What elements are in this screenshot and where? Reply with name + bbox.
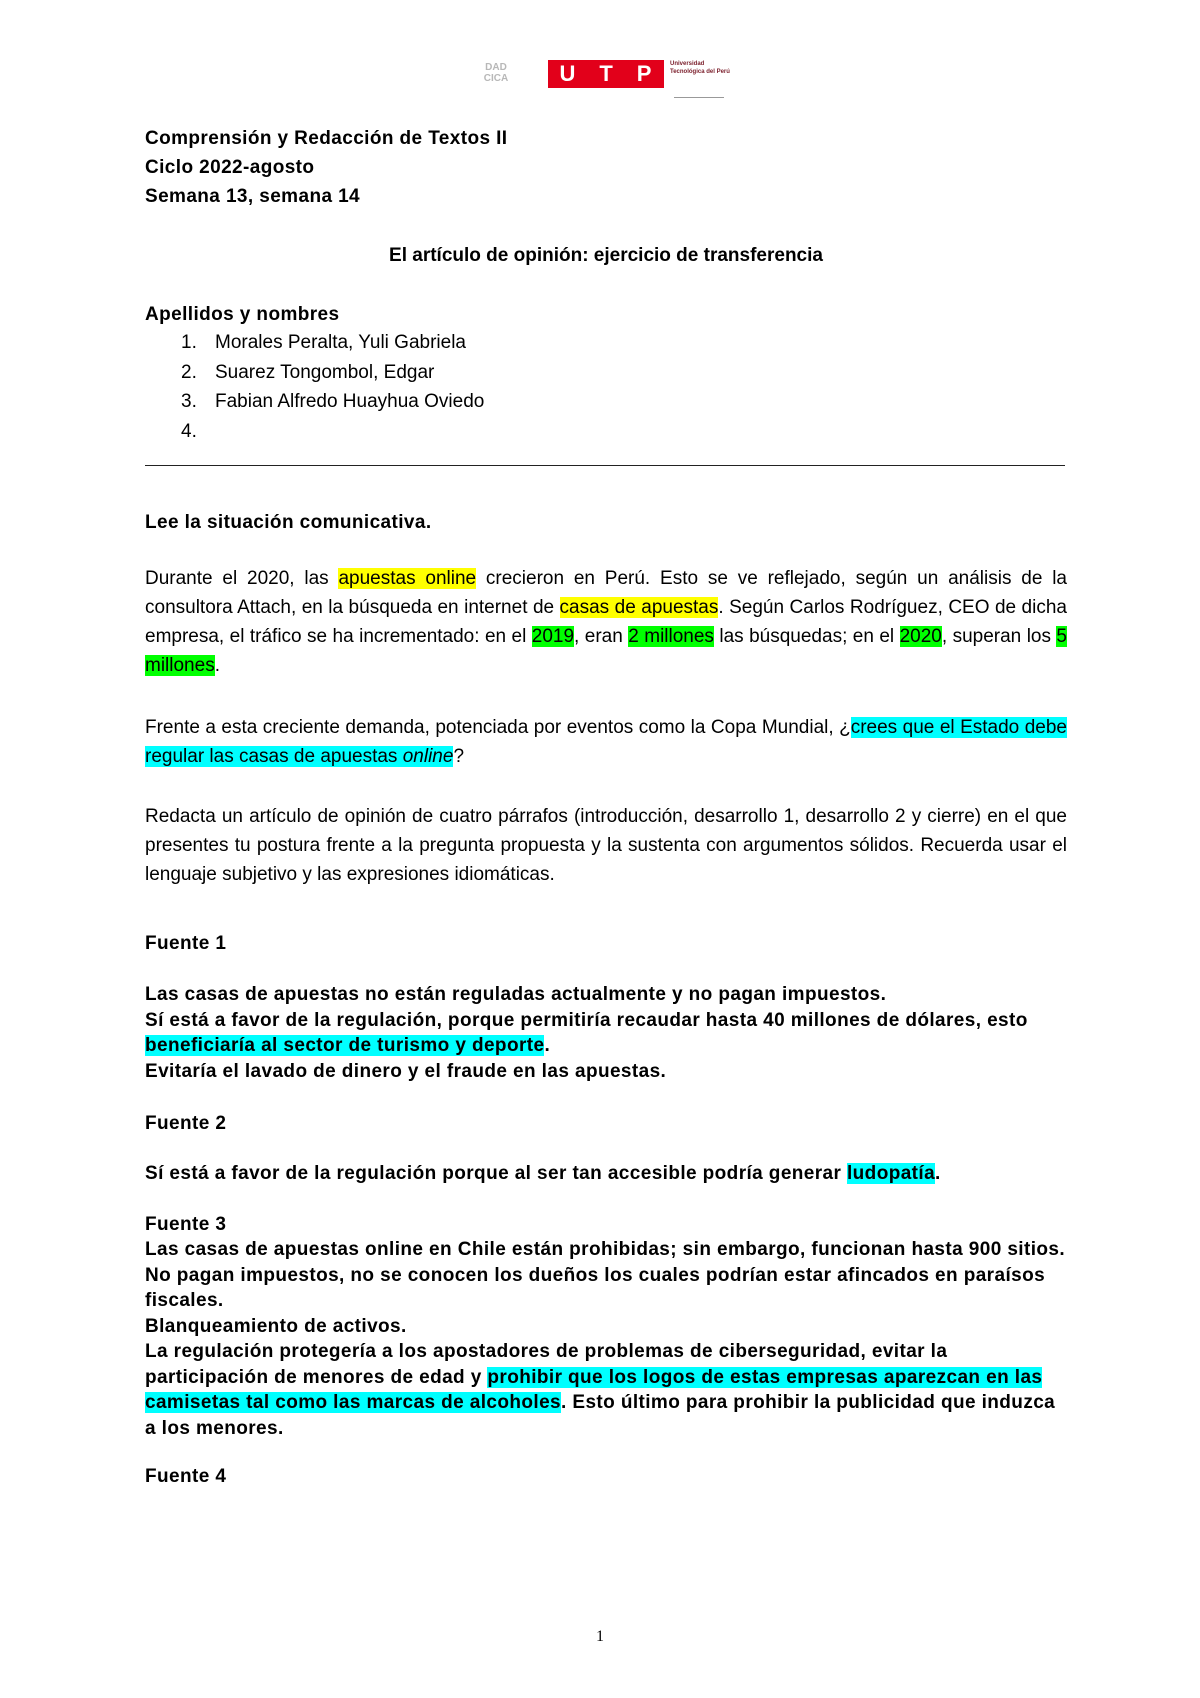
highlight-cyan: beneficiaría al sector de turismo y deporte <box>145 1035 545 1056</box>
horizontal-divider <box>145 465 1065 466</box>
fuente2-body: Sí está a favor de la regulación porque al ser tan accesible podría generar ludopatía. <box>145 1163 941 1184</box>
course-weeks: Semana 13, semana 14 <box>145 186 361 207</box>
header-logos <box>478 58 738 98</box>
fuente3-heading: Fuente 3 <box>145 1214 227 1235</box>
highlight-cyan: ludopatía <box>847 1163 936 1184</box>
fuente1-heading: Fuente 1 <box>145 933 227 954</box>
names-list: 1. Morales Peralta, Yuli Gabriela 2. Suarez Tongombol, Edgar 3. Fabian Alfredo Huayhua Oviedo 4. <box>145 328 484 417</box>
list-item: 1. Morales Peralta, Yuli Gabriela <box>181 332 466 353</box>
names-label: Apellidos y nombres <box>145 304 340 325</box>
task-paragraph: Redacta un artículo de opinión de cuatro párrafos (introducción, desarrollo 1, desarrollo 2 y cierre) en el que presentes tu postura frente a la pregunta propuesta y la sustenta con argumentos sólidos. Recuerda usar el lenguaje subjetivo y las expresiones idiomáticas. <box>145 806 1067 885</box>
fuente2-heading: Fuente 2 <box>145 1113 227 1134</box>
highlight-yellow: apuestas online <box>338 568 477 589</box>
list-item: 3. Fabian Alfredo Huayhua Oviedo <box>181 391 485 412</box>
activity-title: El artículo de opinión: ejercicio de transferencia <box>389 245 823 266</box>
question-paragraph: Frente a esta creciente demanda, potenciada por eventos como la Copa Mundial, ¿crees que el Estado debe regular las casas de apuestas online? <box>145 717 1067 767</box>
situation-paragraph: Durante el 2020, las apuestas online crecieron en Perú. Esto se ve reflejado, según un análisis de la consultora Attach, en la búsqueda en internet de casas de apuestas. Según Carlos Rodríguez, CEO de dicha empresa, el tráfico se ha incrementado: en el 2019, eran 2 millones las búsquedas; en el 2020, superan los 5 millones. <box>145 568 1067 676</box>
highlight-cyan: prohibir que los logos de estas empresas aparezcan en las camisetas tal como las marcas de alcoholes <box>145 1366 1043 1413</box>
highlight-green: 5 millones <box>145 626 1067 676</box>
fuente4-heading: Fuente 4 <box>145 1466 227 1487</box>
dad-logo: DAD CICA <box>483 62 509 84</box>
utp-logo <box>548 60 664 88</box>
course-cycle: Ciclo 2022-agosto <box>145 157 315 178</box>
utp-university-name: Universidad Tecnológica del Perú <box>670 61 730 75</box>
list-item: 2. Suarez Tongombol, Edgar <box>181 361 435 383</box>
highlight-yellow: casas de apuestas <box>559 597 719 618</box>
course-title: Comprensión y Redacción de Textos II <box>145 128 508 149</box>
utp-letter-u: U <box>559 61 577 86</box>
highlight-green: 2019 <box>531 626 575 647</box>
fuente3-body: Las casas de apuestas online en Chile están prohibidas; sin embargo, funcionan hasta 900 sitios. No pagan impuestos, no se conocen los dueños los cuales podrían estar afincados en paraísos fiscales. Blanqueamiento de activos. La regulación protegería a los apostadores de problemas de ciberseguridad, evitar la participación de menores de edad y prohibir que los logos de estas empresas aparezcan en las camisetas tal como las marcas de alcoholes. Esto último para prohibir la publicidad que induzca a los menores. <box>145 1239 1066 1439</box>
highlight-green: 2020 <box>899 626 942 647</box>
logo-underline <box>674 97 724 98</box>
page-number: 1 <box>596 1628 604 1645</box>
utp-letter-t: T <box>599 61 614 86</box>
fuente1-body: Las casas de apuestas no están reguladas actualmente y no pagan impuestos. Sí está a favor de la regulación, porque permitiría recaudar hasta 40 millones de dólares, esto beneficiaría al sector de turismo y deporte. Evitaría el lavado de dinero y el fraude en las apuestas. <box>145 984 1028 1082</box>
utp-letter-p: P <box>636 61 653 86</box>
instruction-heading: Lee la situación comunicativa. <box>145 512 432 533</box>
highlight-green: 2 millones <box>628 626 714 647</box>
highlight-cyan: crees que el Estado debe regular las casas de apuestas online <box>145 717 1067 767</box>
